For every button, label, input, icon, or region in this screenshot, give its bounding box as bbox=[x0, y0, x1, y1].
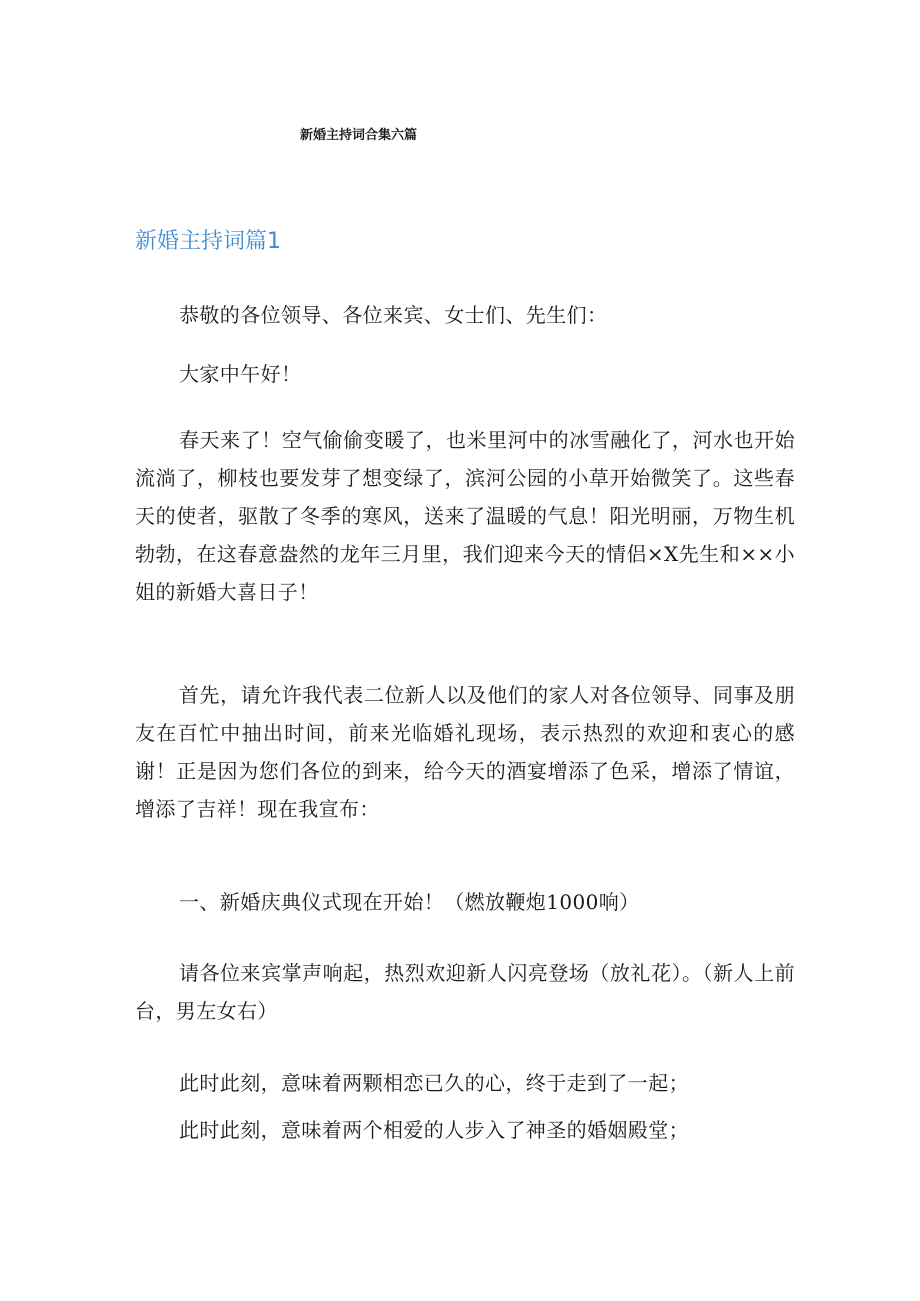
moment-paragraph-2: 此时此刻，意味着两个相爱的人步入了神圣的婚姻殿堂； bbox=[179, 1118, 689, 1142]
applause-paragraph: 请各位来宾掌声响起，热烈欢迎新人闪亮登场（放礼花）。（新人上前台，男左女右） bbox=[135, 961, 795, 1023]
ceremony-start-paragraph: 一、新婚庆典仪式现在开始！（燃放鞭炮1000响） bbox=[179, 890, 640, 914]
moment-paragraph-1: 此时此刻，意味着两颗相恋已久的心，终于走到了一起； bbox=[179, 1071, 689, 1095]
spring-paragraph: 春天来了！空气偷偷变暖了，也米里河中的冰雪融化了，河水也开始流淌了，柳枝也要发芽了想变绿了，滨河公园的小草开始微笑了。这些春天的使者，驱散了冬季的寒风，送来了温暖的气息！阳光明丽，万物生机勃勃，在这春意盎然的龙年三月里，我们迎来今天的情侣×X先生和××小姐的新婚大喜日子！ bbox=[135, 428, 795, 604]
greeting-paragraph: 恭敬的各位领导、各位来宾、女士们、先生们： bbox=[179, 303, 608, 327]
document-title: 新婚主持词合集六篇 bbox=[300, 128, 418, 143]
salutation-paragraph: 大家中午好！ bbox=[179, 362, 302, 386]
thanks-paragraph: 首先，请允许我代表二位新人以及他们的家人对各位领导、同事及朋友在百忙中抽出时间，前来光临婚礼现场，表示热烈的欢迎和衷心的感谢！正是因为您们各位的到来，给今天的酒宴增添了色采，增添了情谊，增添了吉祥！现在我宣布： bbox=[135, 683, 795, 821]
section-heading: 新婚主持词篇1 bbox=[135, 229, 281, 254]
